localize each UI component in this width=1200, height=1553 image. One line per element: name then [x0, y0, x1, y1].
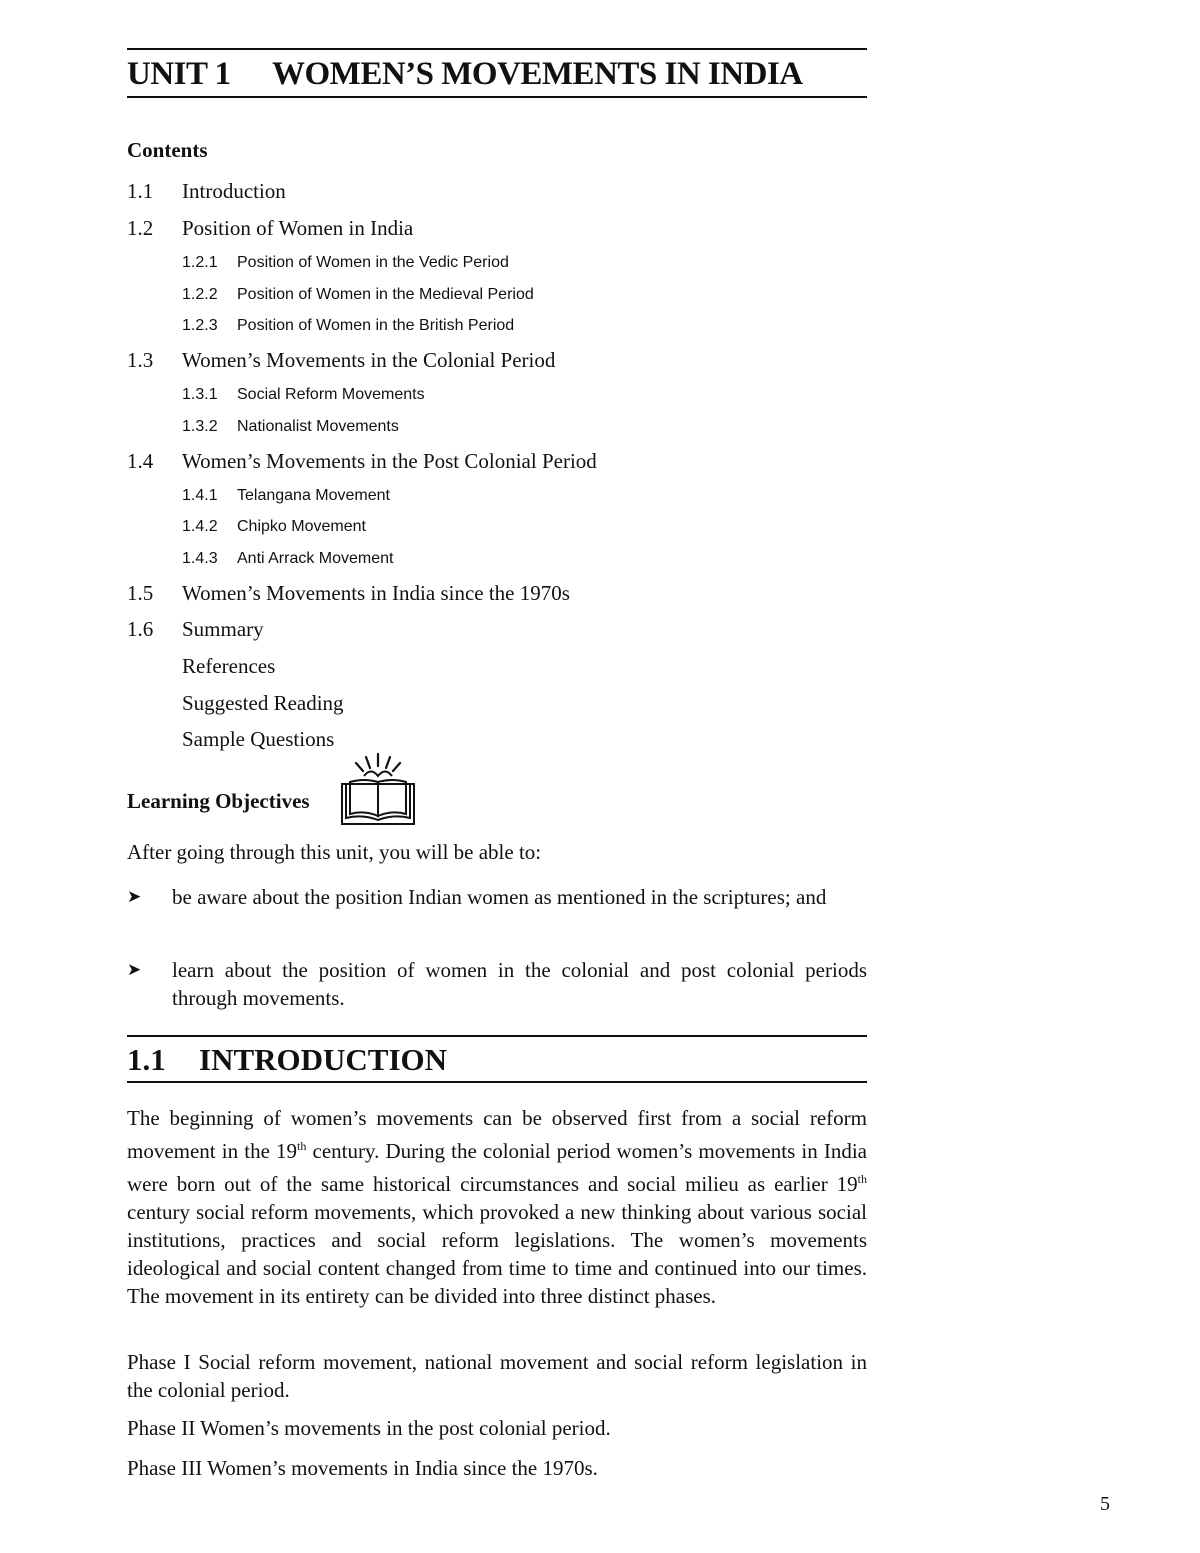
- toc-title: Anti Arrack Movement: [237, 550, 394, 567]
- paragraph-text: The beginning of women’s movements can be observed first from a social reform movement in the 19: [127, 1106, 867, 1163]
- toc-number: 1.2.1: [182, 254, 218, 271]
- arrow-bullet-icon: ➤: [127, 960, 142, 979]
- bottom-rule: [127, 1081, 867, 1083]
- toc-number: 1.4.2: [182, 518, 218, 535]
- toc-number: 1.3.2: [182, 418, 218, 435]
- paragraph-text: century. During the colonial period women’s movements in India were born out of the same historical circumstances and social milieu as earlier 19: [127, 1139, 867, 1196]
- toc-title: Telangana Movement: [237, 487, 390, 504]
- page-number: 5: [1100, 1493, 1110, 1515]
- toc-number: 1.5: [127, 581, 154, 605]
- toc-number: 1.3: [127, 348, 154, 372]
- phase-paragraph: Phase III Women’s movements in India since the 1970s.: [127, 1456, 598, 1480]
- unit-title-text: WOMEN’S MOVEMENTS IN INDIA: [272, 56, 803, 92]
- toc-title: Women’s Movements in the Colonial Period: [182, 348, 556, 372]
- toc-number: 1.4.1: [182, 487, 218, 504]
- objective-text: learn about the position of women in the colonial and post colonial periods through movements.: [172, 958, 867, 1010]
- section-title-text: INTRODUCTION: [199, 1042, 448, 1077]
- toc-title: Nationalist Movements: [237, 418, 399, 435]
- objectives-intro: After going through this unit, you will be able to:: [127, 840, 542, 864]
- toc-number: 1.4.3: [182, 550, 218, 567]
- top-rule: [127, 1035, 867, 1037]
- objective-bullet: [127, 956, 867, 1012]
- objective-text: be aware about the position Indian women as mentioned in the scriptures; and: [172, 885, 827, 909]
- introduction-header: [127, 1035, 867, 1083]
- toc-title: Summary: [182, 617, 264, 641]
- paragraph-text: century social reform movements, which provoked a new thinking about various social institutions, practices and social reform legislations. The women’s movements ideological and social content changed from time to time and continued into our times. The movement in its entirety can be divided into three distinct phases.: [127, 1200, 867, 1308]
- section-number: 1.1: [127, 1042, 166, 1077]
- toc-number: 1.6: [127, 617, 154, 641]
- phase-paragraph: Phase II Women’s movements in the post colonial period.: [127, 1416, 611, 1440]
- toc-title: References: [182, 654, 276, 678]
- superscript: th: [297, 1139, 307, 1153]
- toc-title: Suggested Reading: [182, 691, 344, 715]
- unit-title: [127, 52, 867, 96]
- top-rule: [127, 48, 867, 50]
- toc-title: Position of Women in the Medieval Period: [237, 286, 534, 303]
- bottom-rule: [127, 96, 867, 98]
- toc-title: Women’s Movements in the Post Colonial Period: [182, 449, 597, 473]
- toc-number: 1.2.3: [182, 317, 218, 334]
- arrow-bullet-icon: ➤: [127, 887, 142, 906]
- toc-number: 1.1: [127, 179, 154, 203]
- toc-number: 1.2: [127, 216, 154, 240]
- objective-bullet: [127, 883, 867, 911]
- toc-title: Social Reform Movements: [237, 386, 425, 403]
- toc-title: Position of Women in the Vedic Period: [237, 254, 509, 271]
- toc-title: Position of Women in India: [182, 216, 414, 240]
- section-title: [127, 1039, 867, 1081]
- toc-title: Introduction: [182, 179, 286, 203]
- contents-heading: Contents: [127, 138, 208, 162]
- superscript: th: [857, 1172, 867, 1186]
- toc-title: Chipko Movement: [237, 518, 366, 535]
- unit-number: UNIT 1: [127, 56, 231, 92]
- introduction-paragraph: [127, 1104, 867, 1310]
- learning-objectives-heading: Learning Objectives: [127, 789, 310, 813]
- toc-number: 1.2.2: [182, 286, 218, 303]
- unit-header: [127, 48, 867, 98]
- phase-paragraph: Phase I Social reform movement, national movement and social reform legislation in the colonial period.: [127, 1350, 867, 1402]
- toc-number: 1.3.1: [182, 386, 218, 403]
- toc-number: 1.4: [127, 449, 154, 473]
- open-book-icon: [338, 750, 418, 830]
- toc-title: Sample Questions: [182, 727, 335, 751]
- toc-title: Women’s Movements in India since the 1970s: [182, 581, 570, 605]
- toc-title: Position of Women in the British Period: [237, 317, 515, 334]
